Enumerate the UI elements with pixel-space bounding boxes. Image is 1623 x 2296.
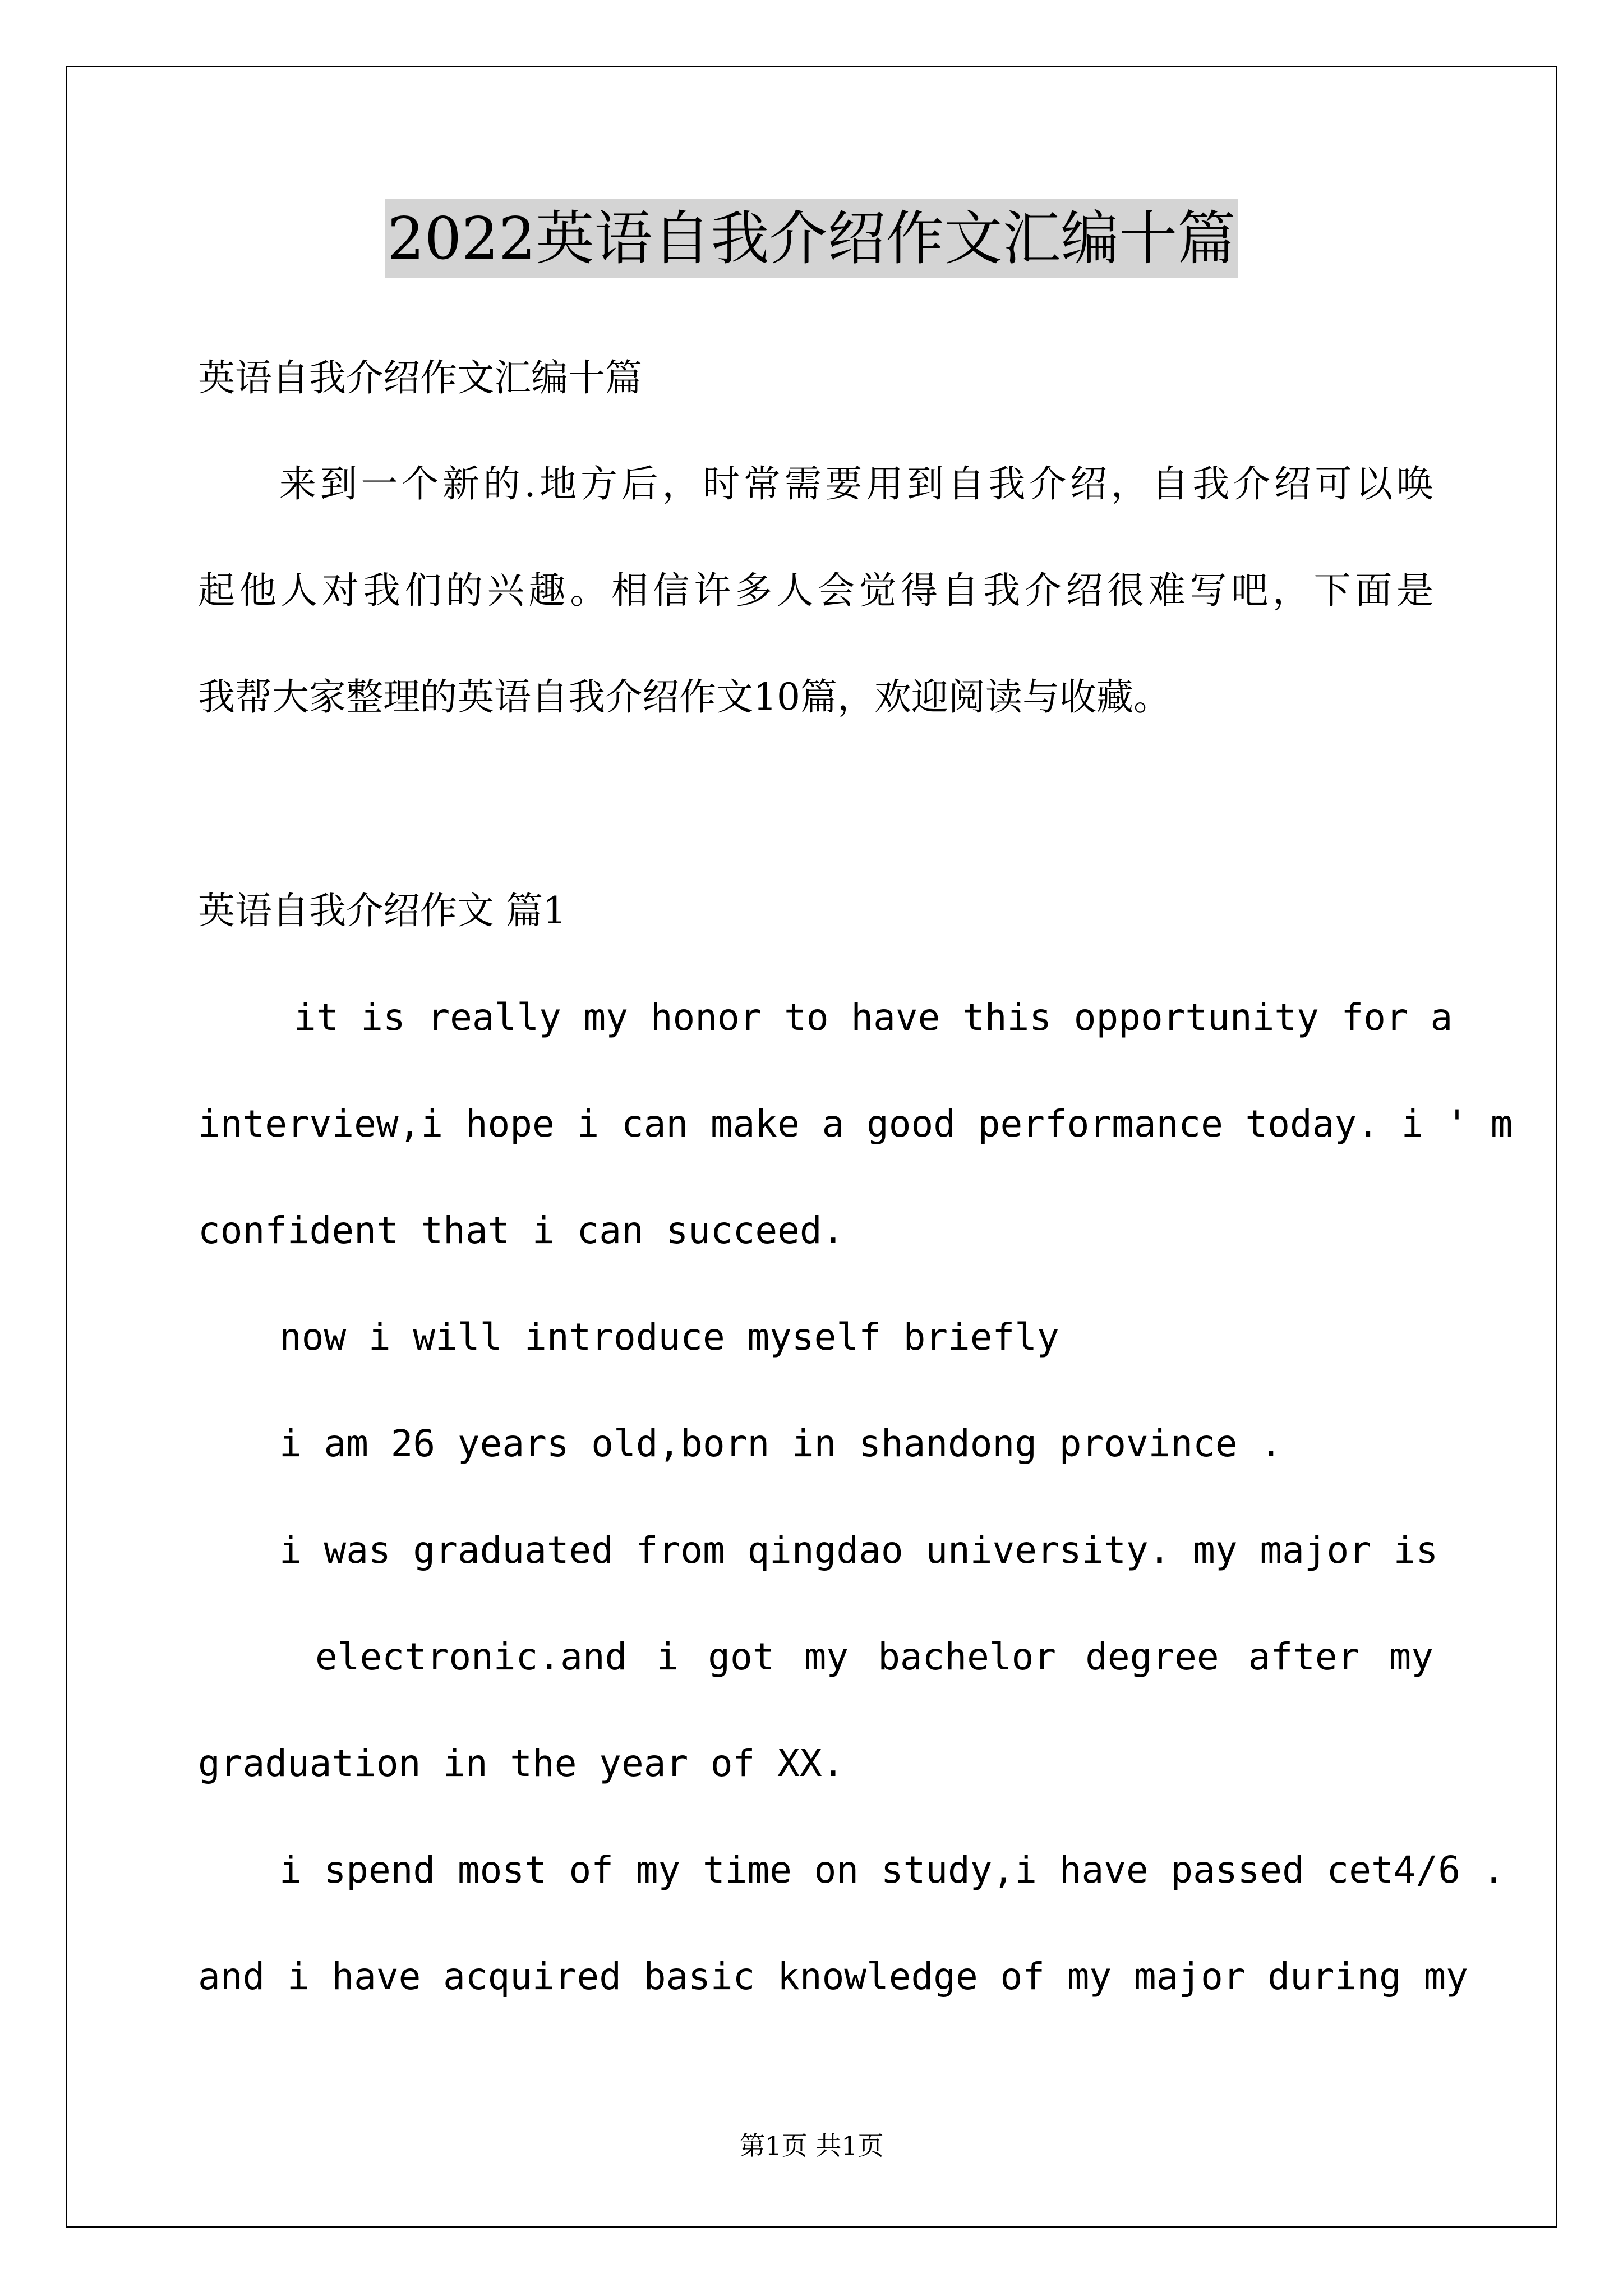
title-container	[0, 199, 1623, 278]
essay-line-1: it is really my honor to have this opportunity for a	[294, 996, 1453, 1039]
essay-line-4: now i will introduce myself briefly	[279, 1315, 1059, 1359]
essay-line-7: electronic.and i got my bachelor degree after my	[315, 1635, 1433, 1678]
intro-line-1: 来到一个新的.地方后，时常需要用到自我介绍，自我介绍可以唤	[279, 462, 1433, 505]
essay-line-8: graduation in the year of XX.	[198, 1742, 845, 1785]
essay-line-9: i spend most of my time on study,i have passed cet4/6 .	[279, 1848, 1505, 1892]
page-footer: 第1页 共1页	[739, 2131, 884, 2161]
essay-line-10: and i have acquired basic knowledge of my major during my	[198, 1955, 1468, 1998]
essay-line-3: confident that i can succeed.	[198, 1209, 845, 1252]
intro-line-3: 我帮大家整理的英语自我介绍作文10篇，欢迎阅读与收藏。	[198, 675, 1170, 719]
document-title: 2022英语自我介绍作文汇编十篇	[385, 199, 1238, 278]
document-subtitle: 英语自我介绍作文汇编十篇	[198, 356, 642, 399]
intro-line-2: 起他人对我们的兴趣。相信许多人会觉得自我介绍很难写吧，下面是	[198, 569, 1433, 612]
essay-line-2: interview,i hope i can make a good performance today. i ' m	[198, 1102, 1513, 1145]
section-heading: 英语自我介绍作文 篇1	[198, 889, 566, 932]
essay-line-5: i am 26 years old,born in shandong province .	[279, 1422, 1283, 1465]
essay-line-6: i was graduated from qingdao university. my major is	[279, 1529, 1438, 1572]
